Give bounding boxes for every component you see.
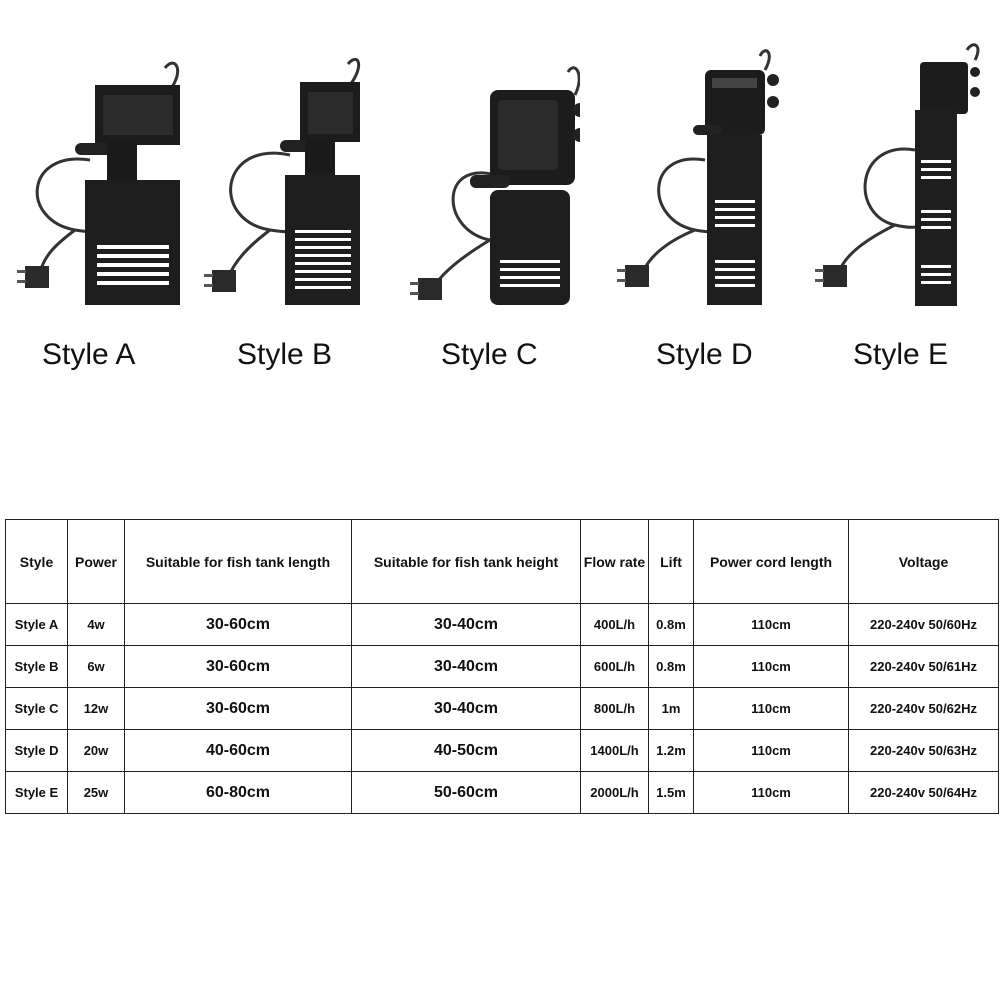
- cell-cord-length: 110cm: [694, 688, 849, 730]
- cell-tank-height: 30-40cm: [352, 688, 581, 730]
- style-d-label: Style D: [656, 338, 753, 371]
- cell-power: 25w: [68, 772, 125, 814]
- cell-flow-rate: 800L/h: [581, 688, 649, 730]
- cell-lift: 1.2m: [649, 730, 694, 772]
- style-c-label: Style C: [441, 338, 538, 371]
- table-header-row: [6, 520, 999, 604]
- pump-style-d-image: [615, 40, 795, 310]
- cell-lift: 0.8m: [649, 646, 694, 688]
- style-b-label: Style B: [237, 338, 333, 371]
- cell-flow-rate: 400L/h: [581, 604, 649, 646]
- spec-table: [5, 519, 999, 814]
- cell-cord-length: 110cm: [694, 730, 849, 772]
- cell-power: 4w: [68, 604, 125, 646]
- cell-tank-length: 40-60cm: [125, 730, 352, 772]
- cell-style: Style C: [6, 688, 68, 730]
- table-row: [6, 604, 999, 646]
- header-tank-height: Suitable for fish tank height: [352, 520, 581, 604]
- cell-cord-length: 110cm: [694, 772, 849, 814]
- cell-voltage: 220-240v 50/64Hz: [849, 772, 999, 814]
- table-row: [6, 646, 999, 688]
- cell-tank-length: 60-80cm: [125, 772, 352, 814]
- pump-style-c-image: [400, 40, 580, 310]
- cell-cord-length: 110cm: [694, 604, 849, 646]
- cell-tank-height: 50-60cm: [352, 772, 581, 814]
- table-row: [6, 730, 999, 772]
- pump-style-b-image: [200, 40, 380, 310]
- cell-voltage: 220-240v 50/60Hz: [849, 604, 999, 646]
- cell-flow-rate: 1400L/h: [581, 730, 649, 772]
- header-style: Style: [6, 520, 68, 604]
- pump-style-a-image: [15, 40, 195, 310]
- cell-style: Style B: [6, 646, 68, 688]
- table-row: [6, 772, 999, 814]
- header-lift: Lift: [649, 520, 694, 604]
- header-flow-rate: Flow rate: [581, 520, 649, 604]
- cell-voltage: 220-240v 50/63Hz: [849, 730, 999, 772]
- cell-tank-height: 40-50cm: [352, 730, 581, 772]
- cell-voltage: 220-240v 50/61Hz: [849, 646, 999, 688]
- cell-tank-length: 30-60cm: [125, 688, 352, 730]
- table-row: [6, 688, 999, 730]
- cell-lift: 1m: [649, 688, 694, 730]
- header-voltage: Voltage: [849, 520, 999, 604]
- cell-style: Style A: [6, 604, 68, 646]
- cell-style: Style D: [6, 730, 68, 772]
- cell-flow-rate: 600L/h: [581, 646, 649, 688]
- cell-tank-height: 30-40cm: [352, 604, 581, 646]
- cell-power: 6w: [68, 646, 125, 688]
- header-tank-length: Suitable for fish tank length: [125, 520, 352, 604]
- cell-lift: 1.5m: [649, 772, 694, 814]
- cell-tank-height: 30-40cm: [352, 646, 581, 688]
- product-images-section: [0, 0, 1000, 400]
- cell-style: Style E: [6, 772, 68, 814]
- cell-tank-length: 30-60cm: [125, 604, 352, 646]
- pump-style-e-image: [815, 40, 995, 310]
- style-e-label: Style E: [853, 338, 949, 371]
- style-a-label: Style A: [42, 338, 136, 371]
- header-cord-length: Power cord length: [694, 520, 849, 604]
- cell-cord-length: 110cm: [694, 646, 849, 688]
- cell-voltage: 220-240v 50/62Hz: [849, 688, 999, 730]
- cell-flow-rate: 2000L/h: [581, 772, 649, 814]
- cell-power: 12w: [68, 688, 125, 730]
- cell-tank-length: 30-60cm: [125, 646, 352, 688]
- header-power: Power: [68, 520, 125, 604]
- cell-power: 20w: [68, 730, 125, 772]
- cell-lift: 0.8m: [649, 604, 694, 646]
